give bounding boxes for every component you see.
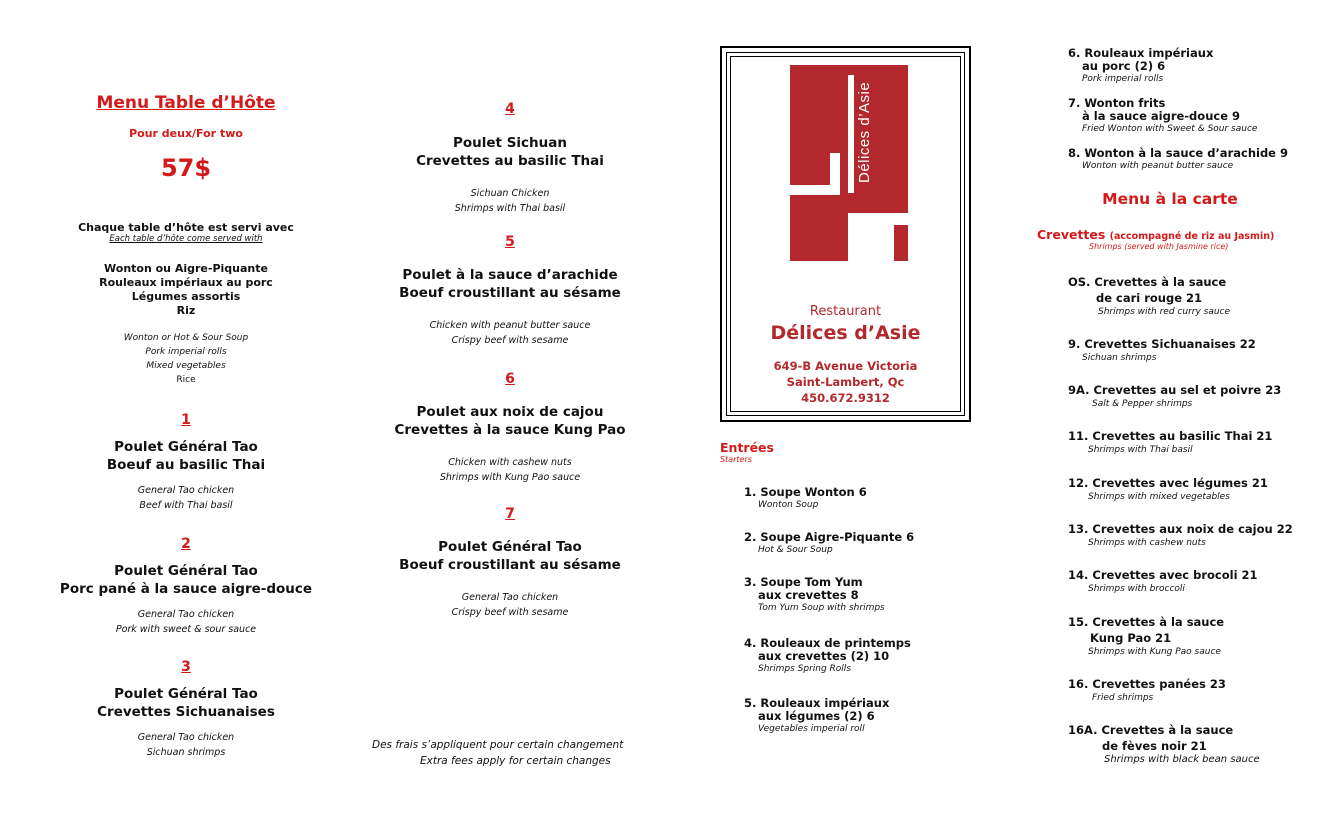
include-item: Légumes assortis — [131, 290, 241, 303]
entree-line: 8. Wonton à la sauce d’arachide 9 — [1068, 146, 1288, 160]
combo-dish-en: Beef with Thai basil — [139, 500, 233, 511]
carte-line: 13. Crevettes aux noix de cajou 22 — [1068, 522, 1293, 536]
combo-5 — [362, 234, 658, 348]
combo-dish-en: Crispy beef with sesame — [451, 335, 569, 346]
combo-dish: Boeuf au basilic Thai — [106, 457, 266, 473]
entree-line: aux légumes (2) 6 — [758, 709, 875, 723]
table-hote-header — [40, 93, 332, 182]
combo-number: 3 — [181, 659, 191, 675]
carte-en: Shrimps with mixed vegetables — [1088, 492, 1230, 502]
carte-en: Sichuan shrimps — [1082, 353, 1157, 363]
combo-dish-en: Chicken with peanut butter sauce — [429, 320, 591, 331]
carte-title-text: Menu à la carte — [1102, 190, 1238, 208]
combo-dish-en: Shrimps with Thai basil — [454, 203, 566, 214]
entree-line: 7. Wonton frits — [1068, 96, 1166, 110]
combo-dish-en: General Tao chicken — [137, 732, 235, 743]
combo-7 — [362, 506, 658, 620]
carte-item — [1068, 336, 1256, 364]
combo-dish: Poulet Général Tao — [114, 563, 258, 579]
entree-en: Pork imperial rolls — [1082, 74, 1164, 84]
entrees-subtitle: Starters — [720, 455, 752, 464]
entree-line: aux crevettes (2) 10 — [758, 649, 890, 663]
combo-1 — [40, 412, 332, 513]
logo-script-text: Délices d’Asie — [856, 81, 873, 183]
served-with-en: Each table d’hôte come served with — [109, 234, 263, 244]
entree-5 — [744, 697, 889, 735]
entree-4 — [744, 637, 911, 675]
combo-dish: Poulet Sichuan — [452, 135, 567, 151]
entree-line: 6. Rouleaux impériaux — [1068, 46, 1214, 60]
served-with-block — [40, 221, 332, 244]
entree-en: Tom Yum Soup with shrimps — [758, 603, 885, 613]
combo-2 — [40, 536, 332, 637]
combo-dish-en: Crispy beef with sesame — [451, 607, 569, 618]
phone-number: 450.672.9312 — [801, 391, 890, 405]
entree-line: à la sauce aigre-douce 9 — [1082, 109, 1241, 123]
entrees-header — [720, 440, 774, 464]
include-item-en: Pork imperial rolls — [145, 347, 227, 357]
combo-dish: Poulet Général Tao — [438, 539, 582, 555]
combo-dish: Crevettes Sichuanaises — [97, 704, 275, 720]
carte-item — [1068, 382, 1281, 410]
logo-graphic-icon — [790, 65, 908, 261]
address-line-2: Saint-Lambert, Qc — [786, 375, 905, 389]
shrimp-section-note: (accompagné de riz au Jasmin) — [1109, 231, 1275, 242]
fees-note — [372, 737, 662, 769]
carte-en: Shrimps with cashew nuts — [1088, 538, 1206, 548]
shrimp-section-en: Shrimps (served with Jasmine rice) — [1089, 242, 1229, 251]
carte-line: 9A. Crevettes au sel et poivre 23 — [1068, 383, 1282, 397]
table-hote-price: 57$ — [160, 154, 212, 182]
carte-line: 14. Crevettes avec brocoli 21 — [1068, 568, 1258, 582]
entree-en: Wonton with peanut butter sauce — [1082, 161, 1234, 171]
carte-en: Shrimps with red curry sauce — [1098, 307, 1231, 317]
combo-number: 4 — [505, 101, 515, 117]
fees-note-en: Extra fees apply for certain changes — [420, 755, 611, 767]
carte-line: 12. Crevettes avec légumes 21 — [1068, 476, 1268, 490]
carte-item — [1068, 274, 1230, 318]
combo-dish-en: Pork with sweet & sour sauce — [115, 624, 257, 635]
carte-line: OS. Crevettes à la sauce — [1068, 275, 1227, 289]
entree-en: Wonton Soup — [758, 500, 819, 510]
entree-8 — [1068, 147, 1288, 172]
combo-number: 1 — [181, 412, 191, 428]
include-item-en: Wonton or Hot & Sour Soup — [123, 333, 249, 343]
includes-fr-list — [40, 262, 332, 318]
carte-item — [1068, 676, 1226, 704]
entree-line: 2. Soupe Aigre-Piquante 6 — [744, 530, 915, 544]
combo-dish: Crevettes au basilic Thai — [416, 153, 604, 169]
combo-dish-en: General Tao chicken — [461, 592, 559, 603]
carte-en: Shrimps with Thai basil — [1088, 445, 1193, 455]
entree-en: Fried Wonton with Sweet & Sour sauce — [1082, 124, 1258, 134]
carte-item — [1068, 722, 1260, 766]
entree-line: aux crevettes 8 — [758, 588, 859, 602]
restaurant-label: Restaurant — [809, 304, 882, 319]
shrimp-section-header — [1037, 227, 1337, 251]
entree-en: Shrimps Spring Rolls — [758, 664, 852, 674]
entree-6 — [1068, 47, 1213, 85]
combo-dish: Boeuf croustillant au sésame — [399, 557, 621, 573]
shrimp-section-title: Crevettes — [1037, 227, 1106, 242]
combo-dish: Crevettes à la sauce Kung Pao — [394, 422, 626, 438]
include-item-en: Rice — [176, 375, 196, 385]
carte-en: Shrimps with Kung Pao sauce — [1088, 647, 1221, 657]
combo-dish-en: General Tao chicken — [137, 609, 235, 620]
restaurant-info — [735, 304, 956, 406]
carte-item — [1068, 521, 1293, 549]
carte-line: 11. Crevettes au basilic Thai 21 — [1068, 429, 1273, 443]
combo-dish: Porc pané à la sauce aigre-douce — [59, 581, 313, 597]
carte-line: de cari rouge 21 — [1096, 291, 1203, 305]
include-item-en: Mixed vegetables — [146, 361, 226, 371]
carte-title — [1060, 190, 1280, 208]
combo-dish-en: Sichuan Chicken — [470, 188, 550, 199]
combo-dish: Poulet Général Tao — [114, 439, 258, 455]
combo-dish-en: Shrimps with Kung Pao sauce — [439, 472, 581, 483]
entrees-title: Entrées — [720, 440, 774, 455]
combo-number: 5 — [505, 234, 515, 250]
includes-en-list — [40, 331, 332, 387]
combo-dish: Poulet à la sauce d’arachide — [402, 267, 618, 283]
address-line-1: 649-B Avenue Victoria — [773, 359, 918, 373]
carte-item — [1068, 567, 1258, 595]
carte-line: 9. Crevettes Sichuanaises 22 — [1068, 337, 1256, 351]
entree-line: 1. Soupe Wonton 6 — [744, 485, 867, 499]
entree-2 — [744, 531, 914, 556]
combo-number: 6 — [505, 371, 515, 387]
entree-line: 4. Rouleaux de printemps — [744, 636, 911, 650]
carte-line: de fèves noir 21 — [1102, 739, 1207, 753]
combo-4 — [362, 101, 658, 216]
entree-7 — [1068, 97, 1257, 135]
combo-dish-en: General Tao chicken — [137, 485, 235, 496]
include-item: Rouleaux impériaux au porc — [99, 276, 273, 289]
combo-dish: Poulet Général Tao — [114, 686, 258, 702]
carte-en: Shrimps with black bean sauce — [1104, 754, 1260, 765]
for-two-label: Pour deux/For two — [129, 127, 243, 140]
combo-dish-en: Chicken with cashew nuts — [448, 457, 572, 468]
carte-en: Fried shrimps — [1092, 693, 1154, 703]
entree-line: 5. Rouleaux impériaux — [744, 696, 890, 710]
served-with-fr: Chaque table d’hôte est servi avec — [78, 221, 294, 234]
entree-line: 3. Soupe Tom Yum — [744, 575, 863, 589]
restaurant-logo — [790, 65, 908, 261]
restaurant-name: Délices d’Asie — [770, 322, 921, 344]
carte-en: Salt & Pepper shrimps — [1092, 399, 1193, 409]
entree-line: au porc (2) 6 — [1082, 59, 1166, 73]
carte-item — [1068, 475, 1268, 503]
entree-en: Hot & Sour Soup — [758, 545, 833, 555]
combo-6 — [362, 371, 658, 485]
carte-en: Shrimps with broccoli — [1088, 584, 1185, 594]
carte-item — [1068, 428, 1272, 456]
carte-line: 16A. Crevettes à la sauce — [1068, 723, 1234, 737]
include-item: Riz — [176, 304, 196, 317]
include-item: Wonton ou Aigre-Piquante — [104, 262, 268, 275]
combo-dish: Boeuf croustillant au sésame — [399, 285, 621, 301]
table-hote-title: Menu Table d’Hôte — [96, 93, 276, 113]
carte-item — [1068, 614, 1224, 658]
entree-1 — [744, 486, 867, 511]
combo-number: 2 — [181, 536, 191, 552]
combo-3 — [40, 659, 332, 760]
combo-dish-en: Sichuan shrimps — [146, 747, 226, 758]
carte-line: 16. Crevettes panées 23 — [1068, 677, 1226, 691]
fees-note-fr: Des frais s’appliquent pour certain changement — [372, 739, 624, 751]
entree-en: Vegetables imperial roll — [758, 724, 865, 734]
combo-dish: Poulet aux noix de cajou — [416, 404, 604, 420]
combo-number: 7 — [505, 506, 515, 522]
carte-line: 15. Crevettes à la sauce — [1068, 615, 1225, 629]
carte-line: Kung Pao 21 — [1090, 631, 1172, 645]
entree-3 — [744, 576, 885, 614]
